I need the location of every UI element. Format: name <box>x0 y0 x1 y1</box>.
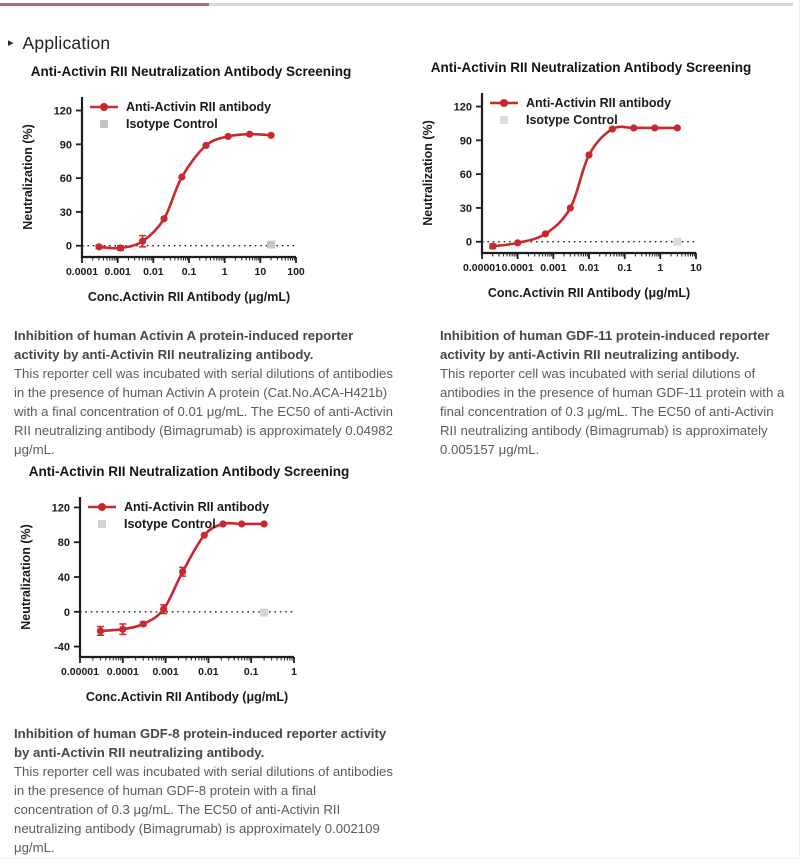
svg-text:40: 40 <box>57 572 70 584</box>
caption-heading: Inhibition of human GDF-8 protein-induced reporter activity by anti-Activin RII neutralizing antibody. <box>14 726 387 760</box>
caption-body: This reporter cell was incubated with serial dilutions of antibodies in the presence of human Activin A protein (Cat.No.ACA-H421b) with a final concentration of 0.01 μg/mL. The EC50 of anti-Activin RII neutralizing antibody (Bimagrumab) is approximately 0.04982 μg/mL. <box>14 366 394 457</box>
svg-text:120: 120 <box>53 105 72 118</box>
data-point <box>119 626 126 633</box>
caption-heading: Inhibition of human GDF-11 protein-induced reporter activity by anti-Activin RII neutralizing antibody. <box>440 328 770 362</box>
svg-text:60: 60 <box>59 173 72 186</box>
data-point <box>225 133 232 140</box>
data-point <box>585 151 592 158</box>
data-point <box>202 142 209 149</box>
svg-text:0.001: 0.001 <box>540 262 567 274</box>
chart-title-activin-a: Anti-Activin RII Neutralization Antibody Screening <box>30 64 352 79</box>
data-point <box>201 532 208 539</box>
caption-body: This reporter cell was incubated with serial dilutions of antibodies in the presence of human GDF-8 protein with a final concentration of 0.3 μg/mL. The EC50 of anti-Activin RII neutralizing antibody (Bimagrumab) is approximately 0.002109 μg/mL. <box>14 764 393 855</box>
data-point <box>542 230 549 237</box>
data-point <box>97 627 104 634</box>
chart-title-gdf8: Anti-Activin RII Neutralization Antibody Screening <box>28 464 350 479</box>
top-divider-accent <box>0 3 209 6</box>
data-point <box>246 131 253 138</box>
caption-activin-a <box>14 326 396 459</box>
data-point <box>140 620 147 627</box>
data-point <box>260 520 267 527</box>
svg-text:0: 0 <box>465 236 472 249</box>
section-title: Application <box>22 33 111 53</box>
svg-text:0.01: 0.01 <box>198 666 219 678</box>
legend-square-marker <box>500 116 508 124</box>
chart-gdf11 <box>418 81 764 303</box>
data-point <box>651 124 658 131</box>
chart-title-gdf11: Anti-Activin RII Neutralization Antibody Screening <box>430 60 752 75</box>
dose-response-curve <box>99 134 271 248</box>
svg-text:0.1: 0.1 <box>181 266 197 278</box>
legend-label-antibody: Anti-Activin RII antibody <box>124 500 270 514</box>
figure-gdf8 <box>16 464 362 707</box>
legend-label-antibody: Anti-Activin RII antibody <box>526 96 672 110</box>
svg-text:120: 120 <box>453 101 472 114</box>
svg-text:30: 30 <box>459 202 472 215</box>
svg-text:80: 80 <box>57 537 70 550</box>
data-point <box>160 606 167 613</box>
data-point <box>219 520 226 527</box>
y-axis-label: Neutralization (%) <box>421 120 435 226</box>
y-axis-label: Neutralization (%) <box>21 124 35 230</box>
svg-text:0.0001: 0.0001 <box>65 266 99 278</box>
legend-square-marker <box>98 520 106 528</box>
data-point <box>95 243 102 250</box>
data-point <box>514 239 521 246</box>
svg-text:0.1: 0.1 <box>243 666 259 678</box>
caption-body: This reporter cell was incubated with serial dilutions of antibodies in the presence of human GDF-11 protein with a final concentration of 0.3 μg/mL. The EC50 of anti-Activin RII neutralizing antibody (Bimagrumab) is approximately 0.005157 μg/mL. <box>440 366 785 457</box>
legend-label-isotype: Isotype Control <box>124 517 216 531</box>
legend-label-isotype: Isotype Control <box>126 117 218 131</box>
svg-text:0: 0 <box>65 240 72 253</box>
data-point <box>178 173 185 180</box>
data-point <box>117 244 124 251</box>
svg-text:0.0001: 0.0001 <box>501 262 534 274</box>
svg-text:0.01: 0.01 <box>578 262 600 274</box>
data-point <box>489 243 496 250</box>
data-point <box>567 204 574 211</box>
figure-activin-a <box>18 64 364 307</box>
svg-text:120: 120 <box>51 502 70 515</box>
svg-text:0.0001: 0.0001 <box>106 666 139 678</box>
svg-text:0.001: 0.001 <box>104 266 131 278</box>
svg-text:10: 10 <box>690 262 702 274</box>
y-axis-label: Neutralization (%) <box>19 524 33 630</box>
svg-text:30: 30 <box>59 206 72 219</box>
data-point <box>674 124 681 131</box>
collapse-arrow-icon[interactable]: ▸ <box>8 37 14 49</box>
svg-text:1: 1 <box>291 666 297 678</box>
svg-text:100: 100 <box>287 266 305 278</box>
svg-text:90: 90 <box>459 135 472 148</box>
dose-response-curve <box>493 127 678 246</box>
legend-label-isotype: Isotype Control <box>526 113 618 127</box>
svg-text:-40: -40 <box>54 641 70 654</box>
svg-text:0.1: 0.1 <box>617 262 632 274</box>
caption-heading: Inhibition of human Activin A protein-induced reporter activity by anti-Activin RII neutralizing antibody. <box>14 328 354 362</box>
section-header <box>8 33 110 54</box>
svg-text:60: 60 <box>459 169 472 182</box>
isotype-control-point <box>260 609 268 617</box>
chart-gdf8 <box>16 485 362 707</box>
svg-text:0.00001: 0.00001 <box>463 262 501 274</box>
dose-response-curve <box>100 523 264 631</box>
legend-label-antibody: Anti-Activin RII antibody <box>126 100 272 114</box>
data-point <box>179 568 186 575</box>
svg-text:0: 0 <box>63 606 70 619</box>
svg-text:0.001: 0.001 <box>152 666 179 678</box>
x-axis-label: Conc.Activin RII Antibody (μg/mL) <box>487 286 691 300</box>
data-point <box>630 124 637 131</box>
isotype-control-point <box>673 238 681 246</box>
isotype-control-point <box>267 241 275 249</box>
data-point <box>238 520 245 527</box>
chart-activin-a <box>18 85 364 307</box>
caption-gdf11 <box>440 326 794 459</box>
svg-text:0.00001: 0.00001 <box>61 666 99 678</box>
x-axis-label: Conc.Activin RII Antibody (μg/mL) <box>85 690 289 704</box>
svg-text:10: 10 <box>254 266 267 278</box>
data-point <box>160 215 167 222</box>
figure-gdf11 <box>418 60 764 303</box>
legend-square-marker <box>100 120 108 128</box>
svg-text:1: 1 <box>657 262 664 274</box>
caption-gdf8 <box>14 724 396 857</box>
data-point <box>267 132 274 139</box>
svg-text:90: 90 <box>59 139 72 152</box>
x-axis-label: Conc.Activin RII Antibody (μg/mL) <box>87 290 291 304</box>
svg-text:0.01: 0.01 <box>143 266 164 278</box>
svg-text:1: 1 <box>221 266 228 278</box>
data-point <box>139 238 146 245</box>
